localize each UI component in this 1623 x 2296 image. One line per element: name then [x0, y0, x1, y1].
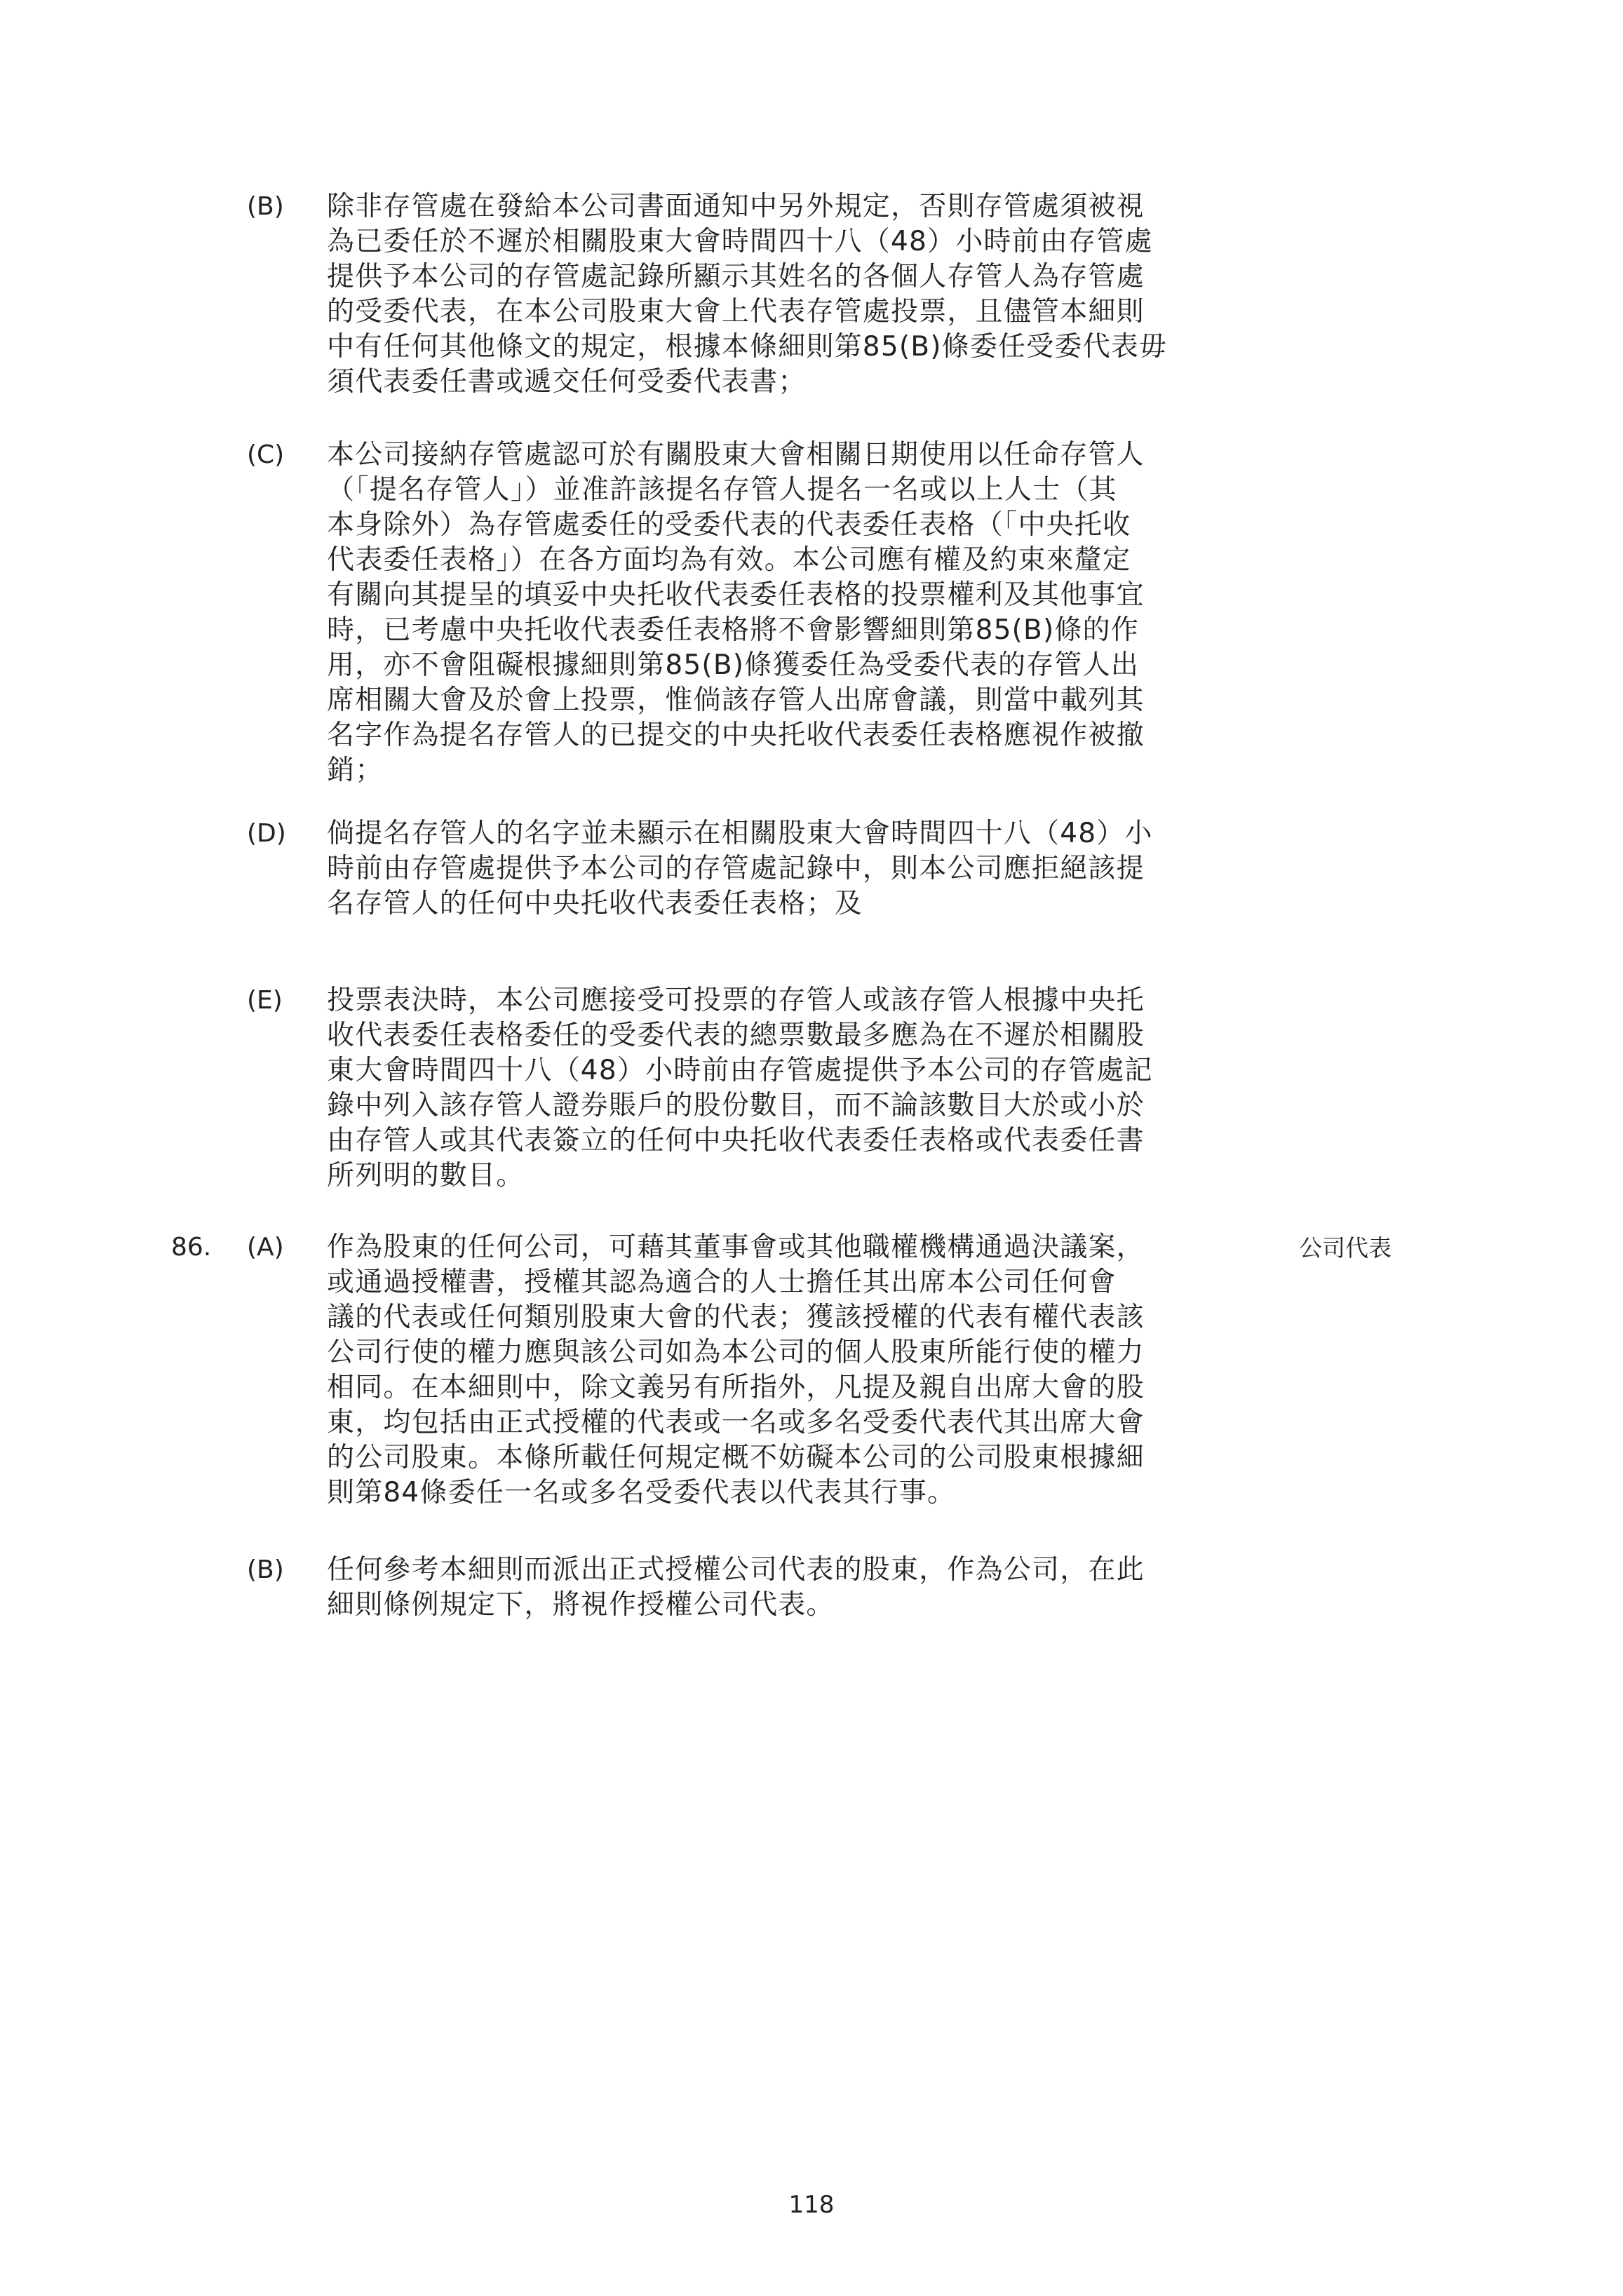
clause-text-line: 細則條例規定下，將視作授權公司代表。: [327, 1589, 835, 1621]
clause-text-line: 收代表委任表格委任的受委代表的總票數最多應為在不遲於相關股: [327, 1020, 1145, 1051]
clause-text-line: 須代表委任書或遞交任何受委代表書；: [327, 366, 807, 398]
clause-text-line: 時前由存管處提供予本公司的存管處記錄中，則本公司應拒絕該提: [327, 853, 1145, 884]
clause-text-line: 時，已考慮中央托收代表委任表格將不會影響細則第85(B)條的作: [327, 614, 1140, 646]
clause-text-line: 投票表決時，本公司應接受可投票的存管人或該存管人根據中央托: [327, 985, 1145, 1016]
clause-text-line: 代表委任表格」）在各方面均為有效。本公司應有權及約束來釐定: [327, 544, 1131, 576]
clause-label: (C): [247, 440, 285, 469]
clause-label: (E): [247, 986, 283, 1015]
clause-text-line: 所列明的數目。: [327, 1160, 525, 1191]
clause-text-line: 則第84條委任一名或多名受委代表以代表其行事。: [327, 1477, 956, 1508]
clause-text-line: 除非存管處在發給本公司書面通知中另外規定，否則存管處須被視: [327, 191, 1145, 222]
clause-text-line: 有關向其提呈的填妥中央托收代表委任表格的投票權利及其他事宜: [327, 579, 1145, 611]
clause-text-line: 東，均包括由正式授權的代表或一名或多名受委代表代其出席大會: [327, 1407, 1145, 1438]
article-number: 86.: [171, 1233, 212, 1262]
clause-text-line: 的公司股東。本條所載任何規定概不妨礙本公司的公司股東根據細: [327, 1442, 1145, 1473]
clause-text-line: 公司行使的權力應與該公司如為本公司的個人股東所能行使的權力: [327, 1337, 1145, 1368]
clause-text-line: 由存管人或其代表簽立的任何中央托收代表委任表格或代表委任書: [327, 1125, 1145, 1156]
clause-text-line: 錄中列入該存管人證券賬戶的股份數目，而不論該數目大於或小於: [327, 1090, 1145, 1121]
clause-label: (B): [247, 1555, 284, 1584]
clause-text-line: 提供予本公司的存管處記錄所顯示其姓名的各個人存管人為存管處: [327, 261, 1145, 292]
clause-text-line: 作為股東的任何公司，可藉其董事會或其他職權機構通過決議案，: [327, 1231, 1145, 1263]
clause-text-line: 倘提名存管人的名字並未顯示在相關股東大會時間四十八（48）小: [327, 818, 1153, 849]
clause-text-line: 的受委代表，在本公司股東大會上代表存管處投票，且儘管本細則: [327, 296, 1145, 327]
clause-label: (B): [247, 192, 284, 221]
clause-text-line: 本身除外）為存管處委任的受委代表的代表委任表格（「中央托收: [327, 509, 1131, 541]
clause-text-line: 東大會時間四十八（48）小時前由存管處提供予本公司的存管處記: [327, 1055, 1153, 1086]
clause-text-line: （「提名存管人」）並准許該提名存管人提名一名或以上人士（其: [327, 474, 1117, 506]
clause-text-line: 名字作為提名存管人的已提交的中央托收代表委任表格應視作被撤: [327, 720, 1145, 751]
clause-text-line: 或通過授權書，授權其認為適合的人士擔任其出席本公司任何會: [327, 1267, 1117, 1298]
clause-label: (D): [247, 819, 286, 848]
margin-note: 公司代表: [1299, 1234, 1392, 1262]
clause-text-line: 席相關大會及於會上投票，惟倘該存管人出席會議，則當中載列其: [327, 684, 1145, 716]
clause-text-line: 用，亦不會阻礙根據細則第85(B)條獲委任為受委代表的存管人出: [327, 649, 1140, 681]
clause-label: (A): [247, 1233, 284, 1262]
clause-text-line: 相同。在本細則中，除文義另有所指外，凡提及親自出席大會的股: [327, 1372, 1145, 1403]
page-number: 118: [788, 2191, 835, 2219]
clause-text-line: 銷；: [327, 755, 384, 786]
clause-text-line: 本公司接納存管處認可於有關股東大會相關日期使用以任命存管人: [327, 439, 1145, 471]
clause-text-line: 名存管人的任何中央托收代表委任表格；及: [327, 888, 863, 919]
clause-text-line: 議的代表或任何類別股東大會的代表；獲該授權的代表有權代表該: [327, 1302, 1145, 1333]
clause-text-line: 任何參考本細則而派出正式授權公司代表的股東，作為公司，在此: [327, 1554, 1145, 1586]
clause-text-line: 中有任何其他條文的規定，根據本條細則第85(B)條委任受委代表毋: [327, 331, 1168, 363]
clause-text-line: 為已委任於不遲於相關股東大會時間四十八（48）小時前由存管處: [327, 226, 1153, 257]
